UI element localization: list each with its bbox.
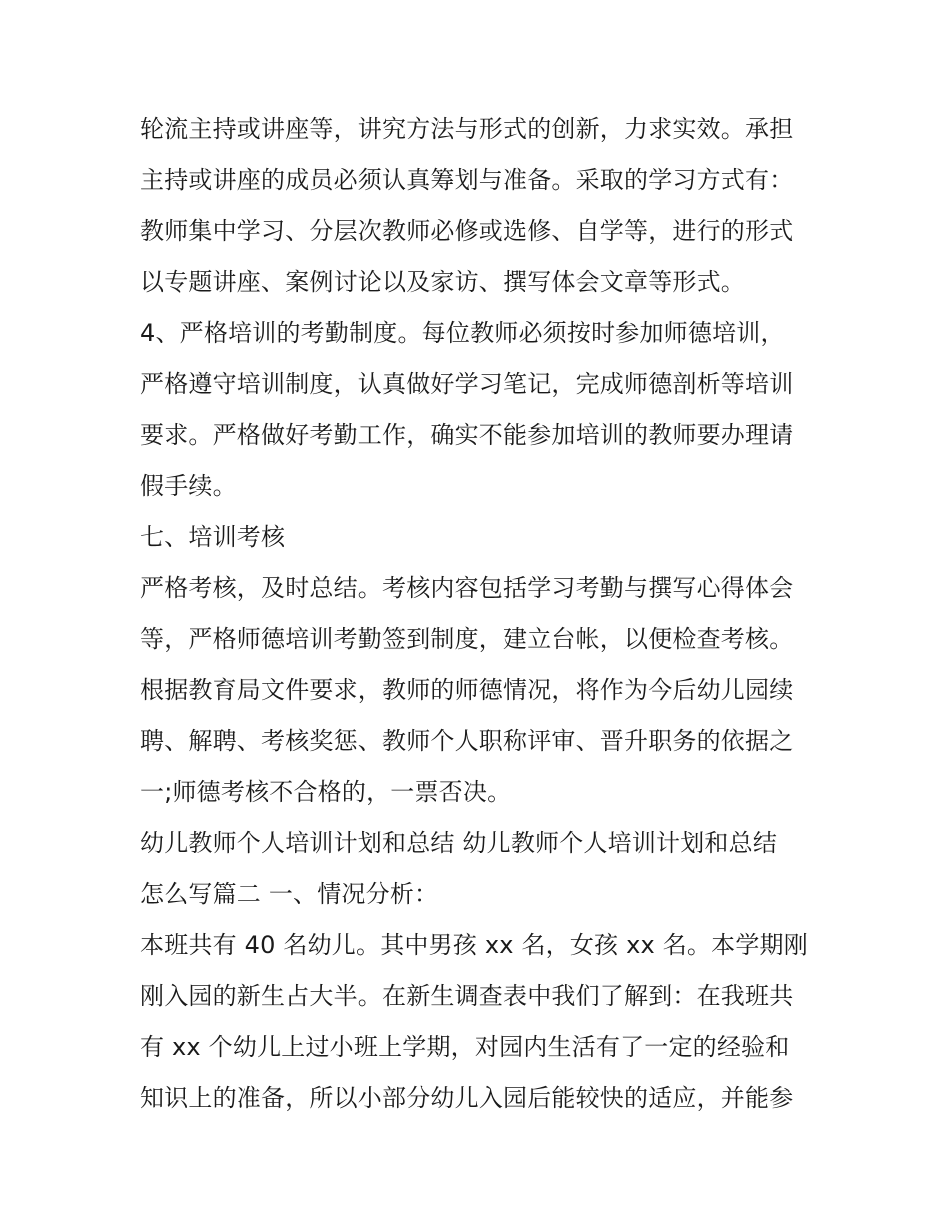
section-heading: 七、培训考核 (140, 523, 286, 551)
text-line: 严格考核，及时总结。考核内容包括学习考勤与撰写心得体会 (140, 574, 794, 602)
text-line: 等，严格师德培训考勤签到制度，建立台帐，以便检查考核。 (140, 625, 794, 653)
text-line: 要求。严格做好考勤工作，确实不能参加培训的教师要办理请 (140, 421, 794, 449)
text-line: 刚入园的新生占大半。在新生调查表中我们了解到：在我班共 (140, 982, 794, 1010)
text-line: 假手续。 (140, 472, 237, 500)
document-body (140, 104, 820, 1124)
text-line: 本班共有 40 名幼儿。其中男孩 xx 名，女孩 xx 名。本学期刚 (140, 931, 808, 959)
text-line: 一;师德考核不合格的，一票否决。 (140, 778, 512, 806)
text-line: 聘、解聘、考核奖惩、教师个人职称评审、晋升职务的依据之 (140, 727, 794, 755)
text-line: 知识上的准备，所以小部分幼儿入园后能较快的适应，并能参 (140, 1084, 794, 1112)
text-line: 严格遵守培训制度，认真做好学习笔记，完成师德剖析等培训 (140, 370, 794, 398)
text-line: 幼儿教师个人培训计划和总结 幼儿教师个人培训计划和总结 (140, 829, 778, 857)
text-line: 有 xx 个幼儿上过小班上学期，对园内生活有了一定的经验和 (140, 1033, 790, 1061)
text-line: 教师集中学习、分层次教师必修或选修、自学等，进行的形式 (140, 217, 794, 245)
text-line: 根据教育局文件要求，教师的师德情况，将作为今后幼儿园续 (140, 676, 794, 704)
text-line: 主持或讲座的成员必须认真筹划与准备。采取的学习方式有： (140, 166, 794, 194)
text-line: 怎么写篇二 一、情况分析： (140, 880, 439, 908)
text-line: 4、严格培训的考勤制度。每位教师必须按时参加师德培训， (140, 319, 785, 347)
text-line: 轮流主持或讲座等，讲究方法与形式的创新，力求实效。承担 (140, 115, 794, 143)
text-line: 以专题讲座、案例讨论以及家访、撰写体会文章等形式。 (140, 268, 745, 296)
